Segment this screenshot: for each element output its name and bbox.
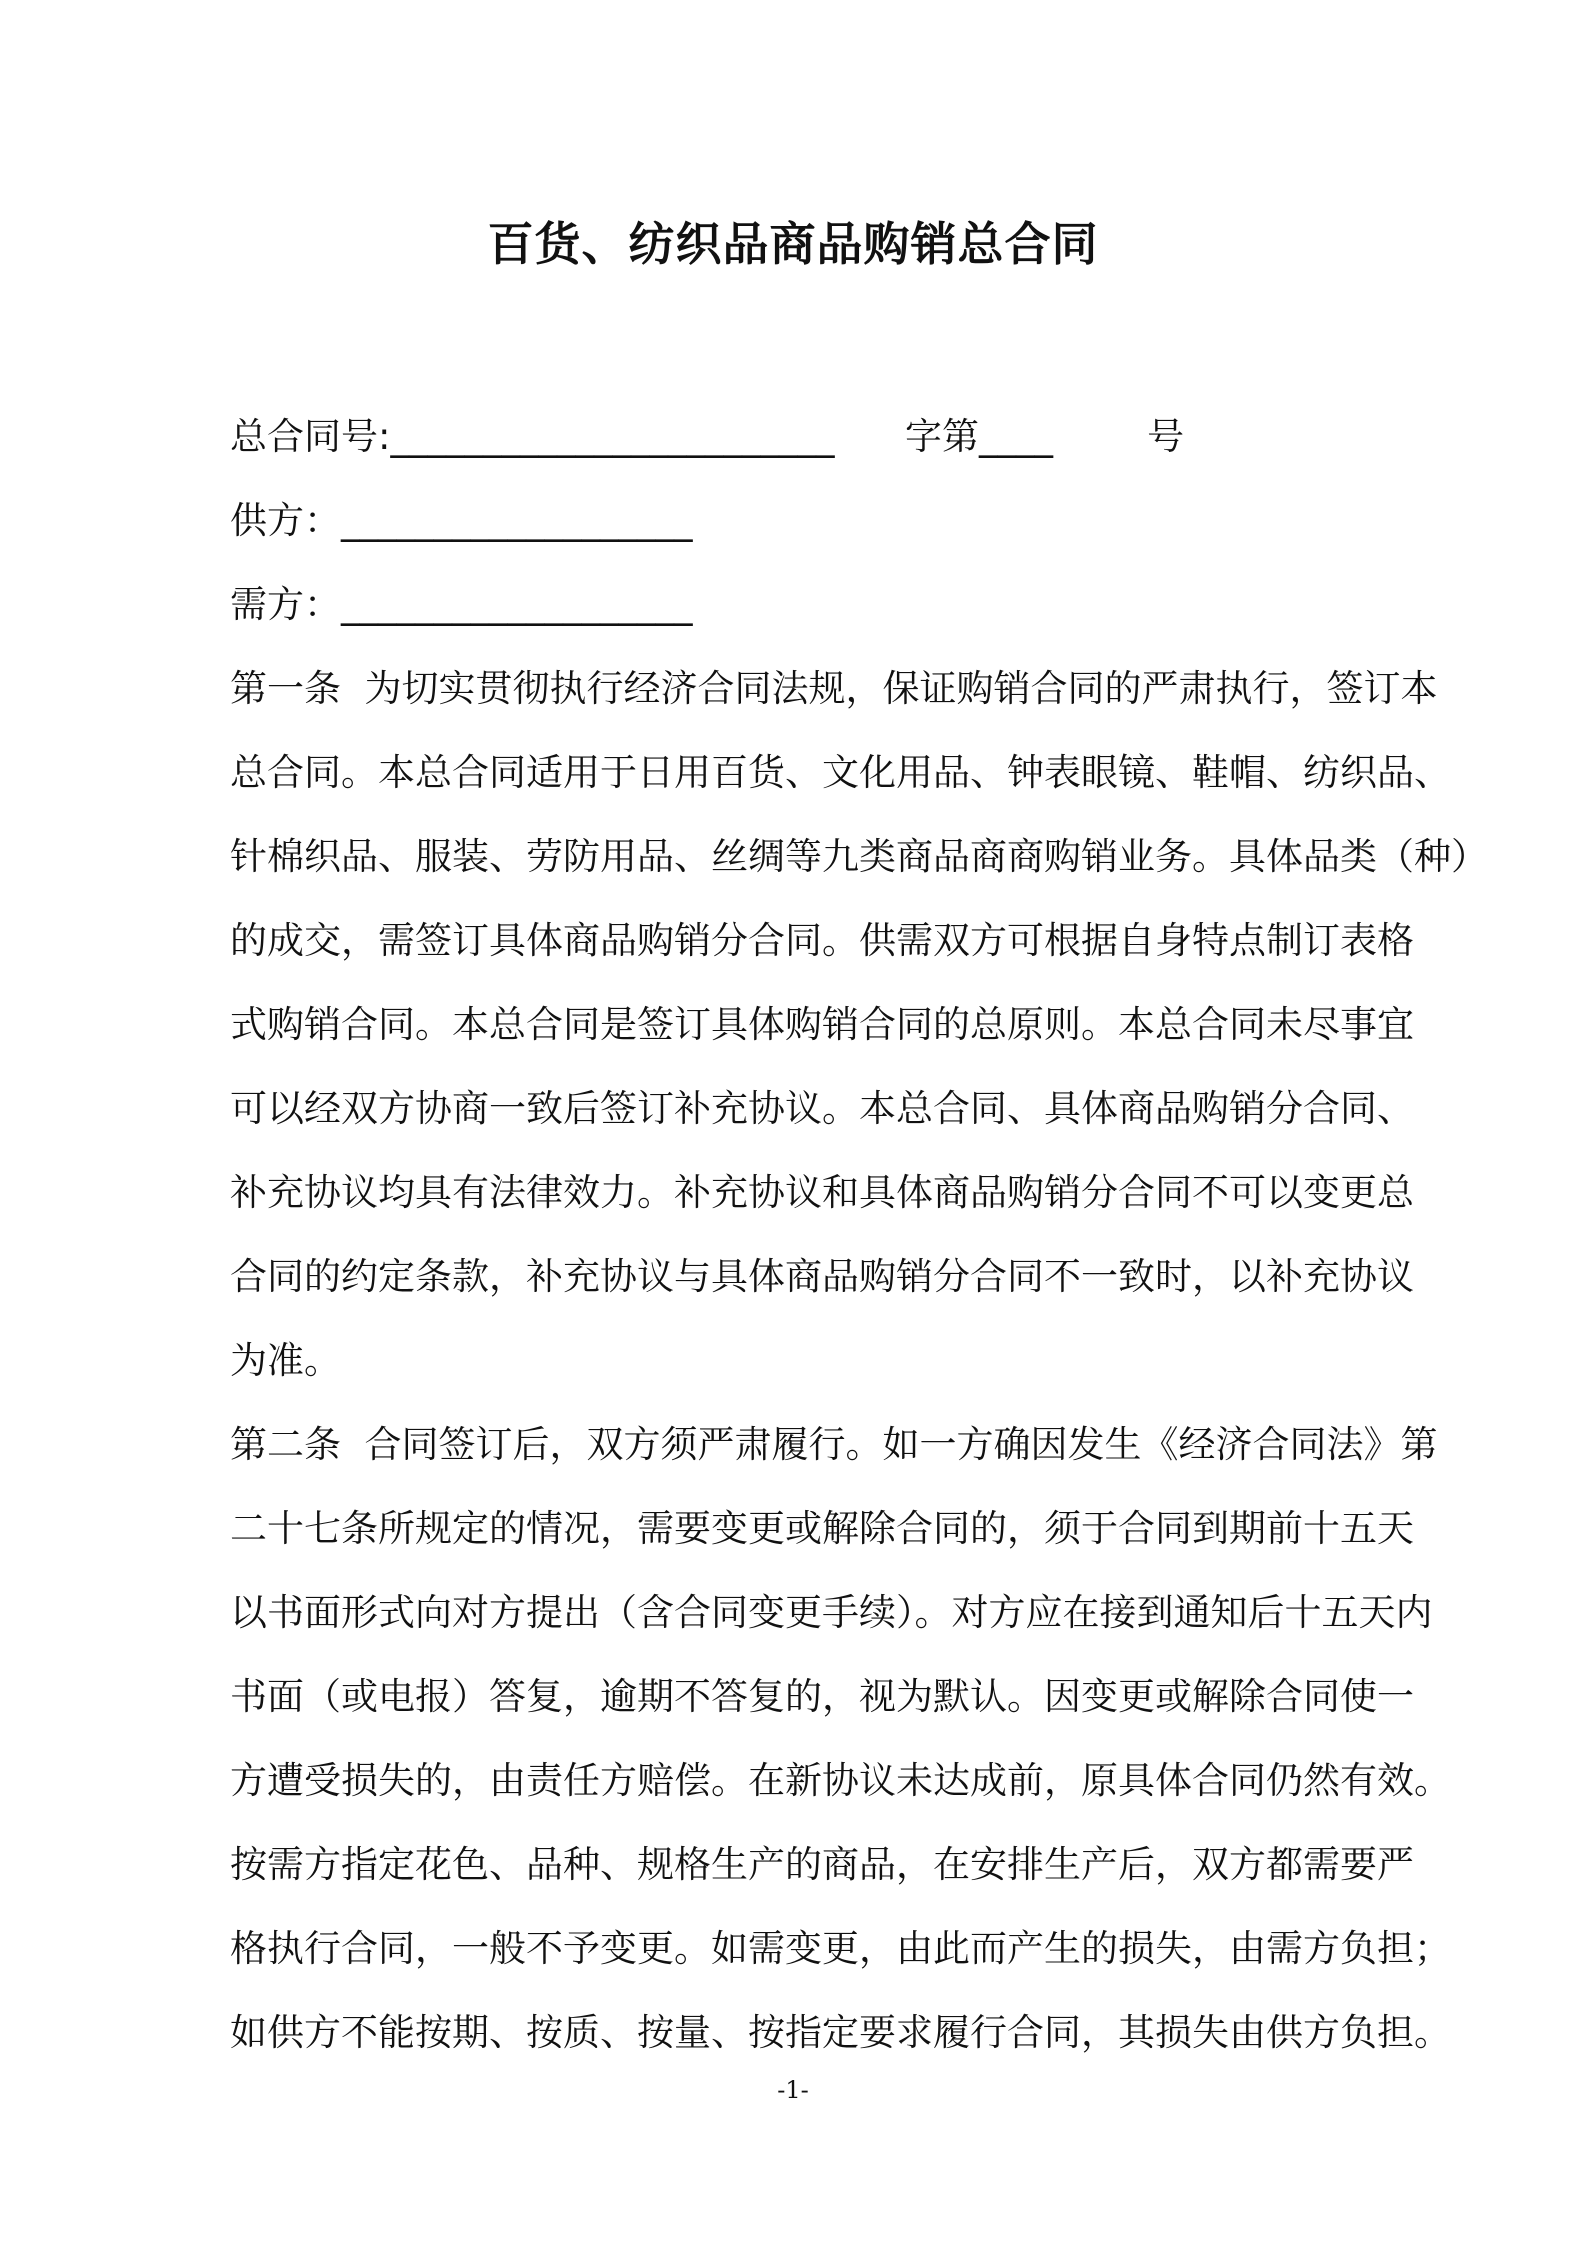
buyer-blank: ___________________ [341,583,693,626]
supplier-label: 供方： [230,499,341,542]
supplier-field [230,496,693,546]
body-line: 合同的约定条款，补充协议与具体商品购销分合同不一致时，以补充协议 [230,1255,1414,1298]
body-line: 按需方指定花色、品种、规格生产的商品，在安排生产后，双方都需要严 [230,1843,1414,1886]
contract-number-middle-blank: ____ [979,415,1054,458]
body-line: 第二条 合同签订后，双方须严肃履行。如一方确因发生《经济合同法》第 [230,1423,1438,1466]
body-line: 针棉织品、服装、劳防用品、丝绸等九类商品商商购销业务。具体品类（种） [230,835,1488,878]
document-title: 百货、纺织品商品购销总合同 [487,217,1099,271]
body-line: 第一条 为切实贯彻执行经济合同法规，保证购销合同的严肃执行，签订本 [230,667,1438,710]
contract-number-field [230,412,1184,462]
body-line: 为准。 [230,1339,341,1382]
body-line: 补充协议均具有法律效力。补充协议和具体商品购销分合同不可以变更总 [230,1171,1414,1214]
body-line: 方遭受损失的，由责任方赔偿。在新协议未达成前，原具体合同仍然有效。 [230,1759,1451,1802]
body-line: 可以经双方协商一致后签订补充协议。本总合同、具体商品购销分合同、 [230,1087,1414,1130]
supplier-blank: ___________________ [341,499,693,542]
body-line: 书面（或电报）答复，逾期不答复的，视为默认。因变更或解除合同使一 [230,1675,1414,1718]
contract-number-spacer-2 [1053,415,1147,458]
body-line: 格执行合同，一般不予变更。如需变更，由此而产生的损失，由需方负担； [230,1927,1451,1970]
body-line: 总合同。本总合同适用于日用百货、文化用品、钟表眼镜、鞋帽、纺织品、 [230,751,1451,794]
body-line: 式购销合同。本总合同是签订具体购销合同的总原则。本总合同未尽事宜 [230,1003,1414,1046]
buyer-field [230,580,693,630]
contract-number-label: 总合同号: [230,415,391,458]
body-line: 以书面形式向对方提出（含合同变更手续）。对方应在接到通知后十五天内 [230,1591,1433,1634]
contract-number-blank: ________________________ [390,415,835,458]
contract-number-spacer [834,415,905,458]
contract-number-suffix: 号 [1147,415,1185,458]
buyer-label: 需方： [230,583,341,626]
page-number: -1- [777,2076,809,2104]
body-line: 如供方不能按期、按质、按量、按指定要求履行合同，其损失由供方负担。 [230,2011,1451,2054]
contract-number-middle-label: 字第 [905,415,980,458]
body-line: 的成交，需签订具体商品购销分合同。供需双方可根据自身特点制订表格 [230,919,1414,962]
body-line: 二十七条所规定的情况，需要变更或解除合同的，须于合同到期前十五天 [230,1507,1414,1550]
